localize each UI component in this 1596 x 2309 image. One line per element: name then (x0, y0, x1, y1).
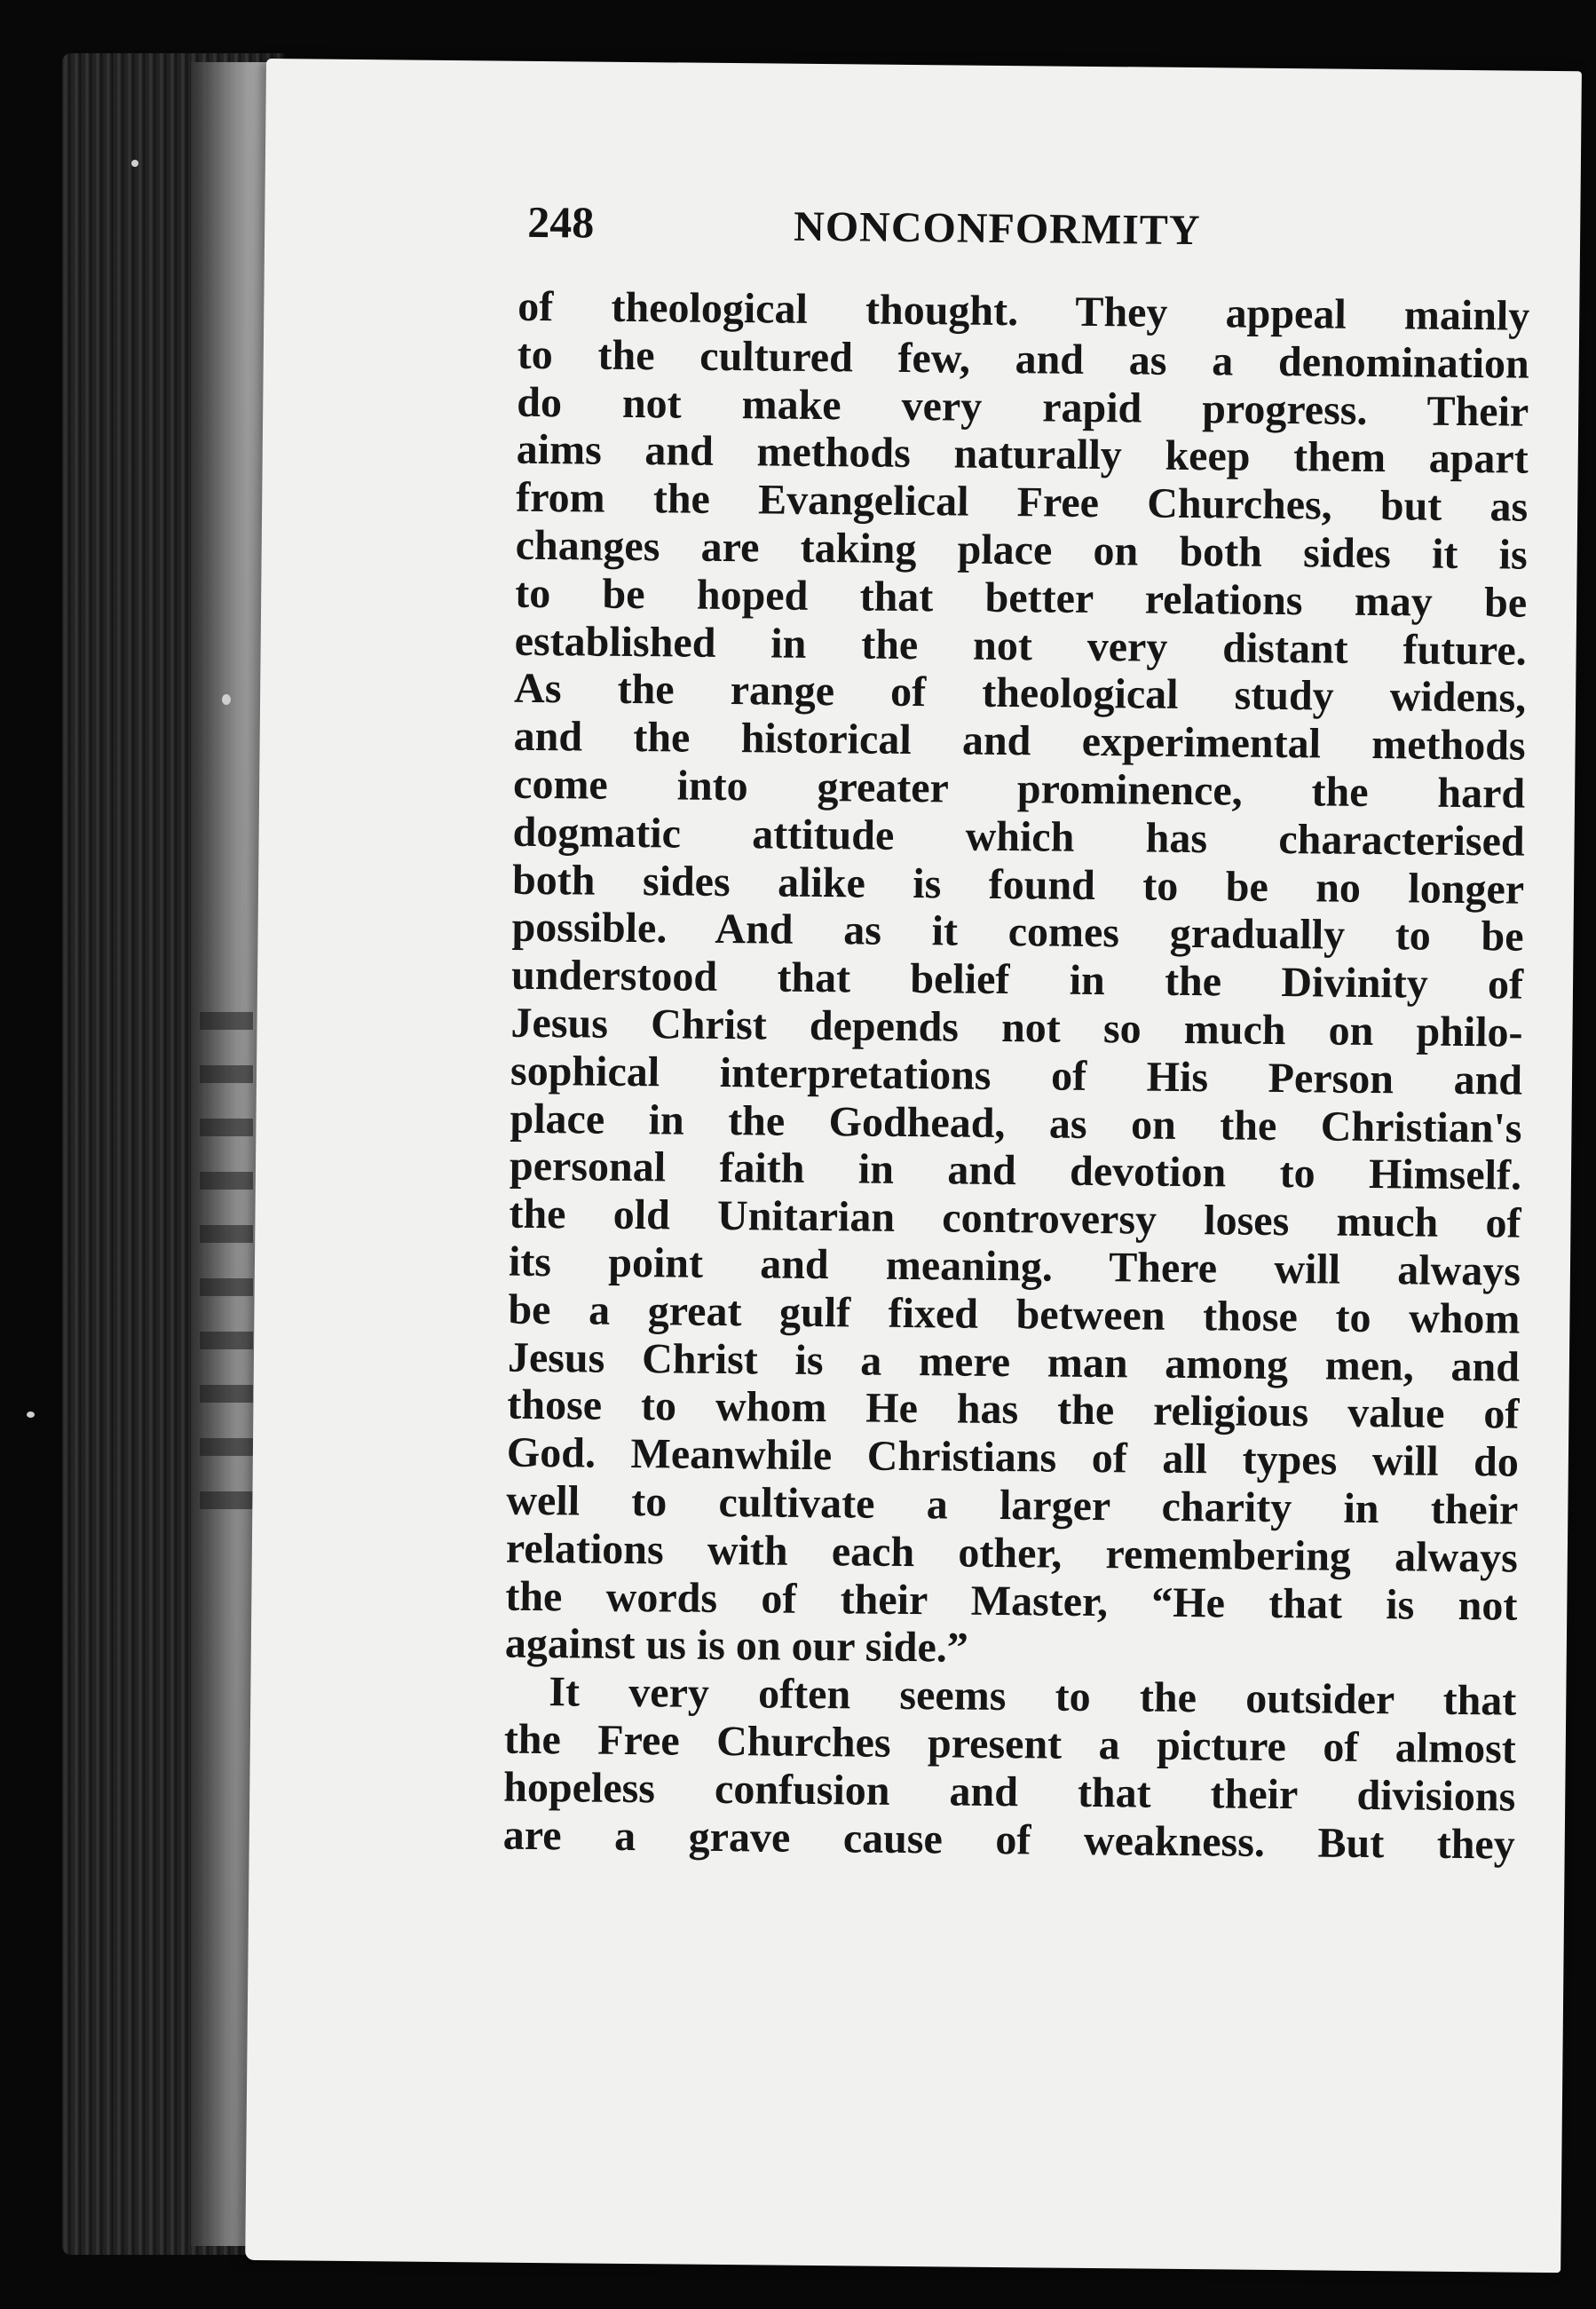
text-line: sophical interpretations of His Person and (510, 1047, 1523, 1104)
running-head: NONCONFORMITY (793, 202, 1201, 255)
page-header (527, 196, 1345, 275)
text-line: the Free Churches present a picture of almost (503, 1715, 1517, 1773)
text-line: are a grave cause of weakness. But they (502, 1811, 1516, 1869)
scan-speck (131, 160, 138, 167)
text-line: its point and meaning. There will always (508, 1238, 1521, 1295)
paragraph-start-line: It very often seems to the outsider that (549, 1668, 1517, 1725)
text-line: the words of their Master, “He that is not (505, 1572, 1518, 1630)
text-line: changes are taking place on both sides it is (515, 521, 1528, 579)
text-line: Jesus Christ is a mere man among men, and (507, 1333, 1521, 1391)
text-line: from the Evangelical Free Churches, but as (516, 473, 1529, 531)
text-line: and the historical and experimental methods (513, 712, 1526, 770)
scan-speck (27, 1411, 35, 1418)
text-line: personal faith in and devotion to Himself. (509, 1143, 1522, 1199)
text-line: hopeless confusion and that their divisions (503, 1763, 1516, 1821)
text-line: dogmatic attitude which has characterised (512, 808, 1525, 866)
text-line: the old Unitarian controversy loses much of (509, 1190, 1521, 1247)
text-line: those to whom He has the religious value of (507, 1381, 1520, 1438)
text-line: understood that belief in the Divinity of (510, 951, 1524, 1008)
text-line: established in the not very distant future. (514, 617, 1527, 675)
scan-speck (222, 694, 231, 705)
text-line: possible. And as it comes gradually to be (511, 904, 1524, 961)
body-text (503, 283, 1530, 1869)
text-line: place in the Godhead, as on the Christian's (510, 1095, 1522, 1152)
text-line: well to cultivate a larger charity in their (506, 1476, 1519, 1534)
text-line: be a great gulf fixed between those to whom (508, 1285, 1521, 1343)
text-line: do not make very rapid progress. Their (517, 378, 1529, 436)
text-line: relations with each other, remembering always (505, 1524, 1519, 1582)
text-line: to the cultured few, and as a denomination (517, 330, 1530, 388)
paragraph-end-line: against us is on our side.” (504, 1619, 969, 1672)
text-line: Jesus Christ depends not so much on philo- (510, 999, 1523, 1056)
text-line: aims and methods naturally keep them apart (516, 426, 1529, 484)
page-edge-marks (200, 977, 253, 1509)
text-line: come into greater prominence, the hard (512, 760, 1526, 818)
book-page (245, 59, 1582, 2273)
text-line: of theological thought. They appeal mainly (518, 282, 1530, 340)
text-line: As the range of theological study widens, (513, 665, 1527, 723)
page-number: 248 (526, 196, 595, 248)
text-line: both sides alike is found to be no longer (511, 856, 1525, 913)
text-line: to be hoped that better relations may be (514, 569, 1528, 627)
text-line: God. Meanwhile Christians of all types will do (506, 1428, 1520, 1486)
